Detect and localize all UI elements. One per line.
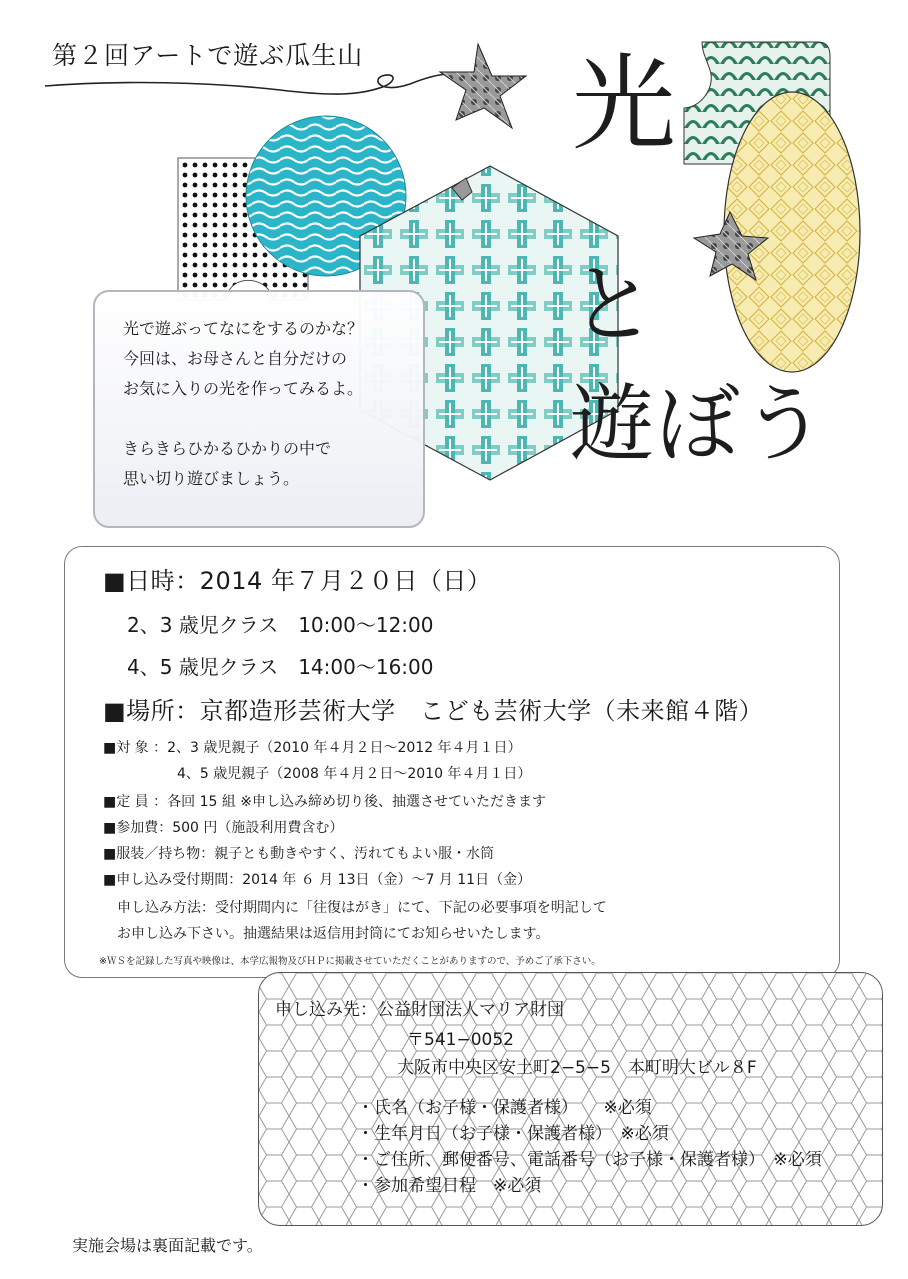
venue-footnote: 実施会場は裏面記載です。 <box>72 1236 263 1255</box>
required-item: ・参加希望日程 ※必須 <box>357 1176 542 1196</box>
application-method-1: 申し込み方法：受付期間内に「往復はがき」にて、下記の必要事項を明記して <box>117 900 607 916</box>
intro-line: きらきらひかるひかりの中で <box>123 439 332 458</box>
application-method-2: お申し込み下さい。抽選結果は返信用封筒にてお知らせいたします。 <box>117 926 550 942</box>
required-item: ・生年月日（お子様・保護者様） ※必須 <box>357 1124 669 1144</box>
target-line-1: ■対 象 ：2、3 歳児親子（2010 年４月２日〜2012 年４月１日） <box>103 740 522 756</box>
event-datetime: ■日時：2014 年７月２０日（日） <box>103 567 492 595</box>
target-line-2: 4、5 歳児親子（2008 年４月２日〜2010 年４月１日） <box>177 766 532 782</box>
photo-notice: ※ＷＳを記録した写真や映像は、本学広報物及びＨＰに掲載させていただくことがありますので、予めご了承下さい。 <box>99 956 601 967</box>
event-info-box <box>64 546 840 978</box>
title-hikari: 光 <box>572 43 677 165</box>
event-subtitle: 第２回アートで遊ぶ瓜生山 <box>52 41 364 70</box>
fee-line: ■参加費：500 円（施設利用費含む） <box>103 820 344 836</box>
title-asobou: 遊ぼう <box>570 375 829 473</box>
required-item: ・氏名（お子様・保護者様） ※必須 <box>357 1098 652 1118</box>
required-item: ・ご住所、郵便番号、電話番号（お子様・保護者様） ※必須 <box>357 1150 822 1170</box>
intro-line: 思い切り遊びましょう。 <box>123 469 300 488</box>
intro-line: お気に入りの光を作ってみるよ。 <box>123 379 364 398</box>
capacity-line: ■定 員 ：各回 15 組 ※申し込み締め切り後、抽選させていただきます <box>103 794 547 810</box>
event-place: ■場所：京都造形芸術大学 こども芸術大学（未来館４階） <box>103 697 764 725</box>
address: 大阪市中央区安土町2−5−5 本町明大ビル８F <box>397 1058 757 1078</box>
intro-line: 光で遊ぶってなにをするのかな？ <box>123 319 364 338</box>
yellow-oval-shape <box>724 92 860 372</box>
application-recipient: 申し込み先：公益財団法人マリア財団 <box>275 1000 564 1020</box>
star-shape <box>440 44 526 128</box>
class-schedule-2: 4、5 歳児クラス 14:00〜16:00 <box>127 655 434 679</box>
intro-box <box>93 290 425 528</box>
title-to: と <box>570 255 656 355</box>
application-box <box>258 972 883 1226</box>
clothing-line: ■服装／持ち物：親子とも動きやすく、汚れてもよい服・水筒 <box>103 846 494 862</box>
class-schedule-1: 2、3 歳児クラス 10:00〜12:00 <box>127 613 434 637</box>
intro-line: 今回は、お母さんと自分だけの <box>123 349 348 368</box>
postal-code: 〒541−0052 <box>407 1030 514 1050</box>
application-period: ■申し込み受付期間：2014 年 ６ 月 13日（金）〜7 月 11日（金） <box>103 872 532 888</box>
